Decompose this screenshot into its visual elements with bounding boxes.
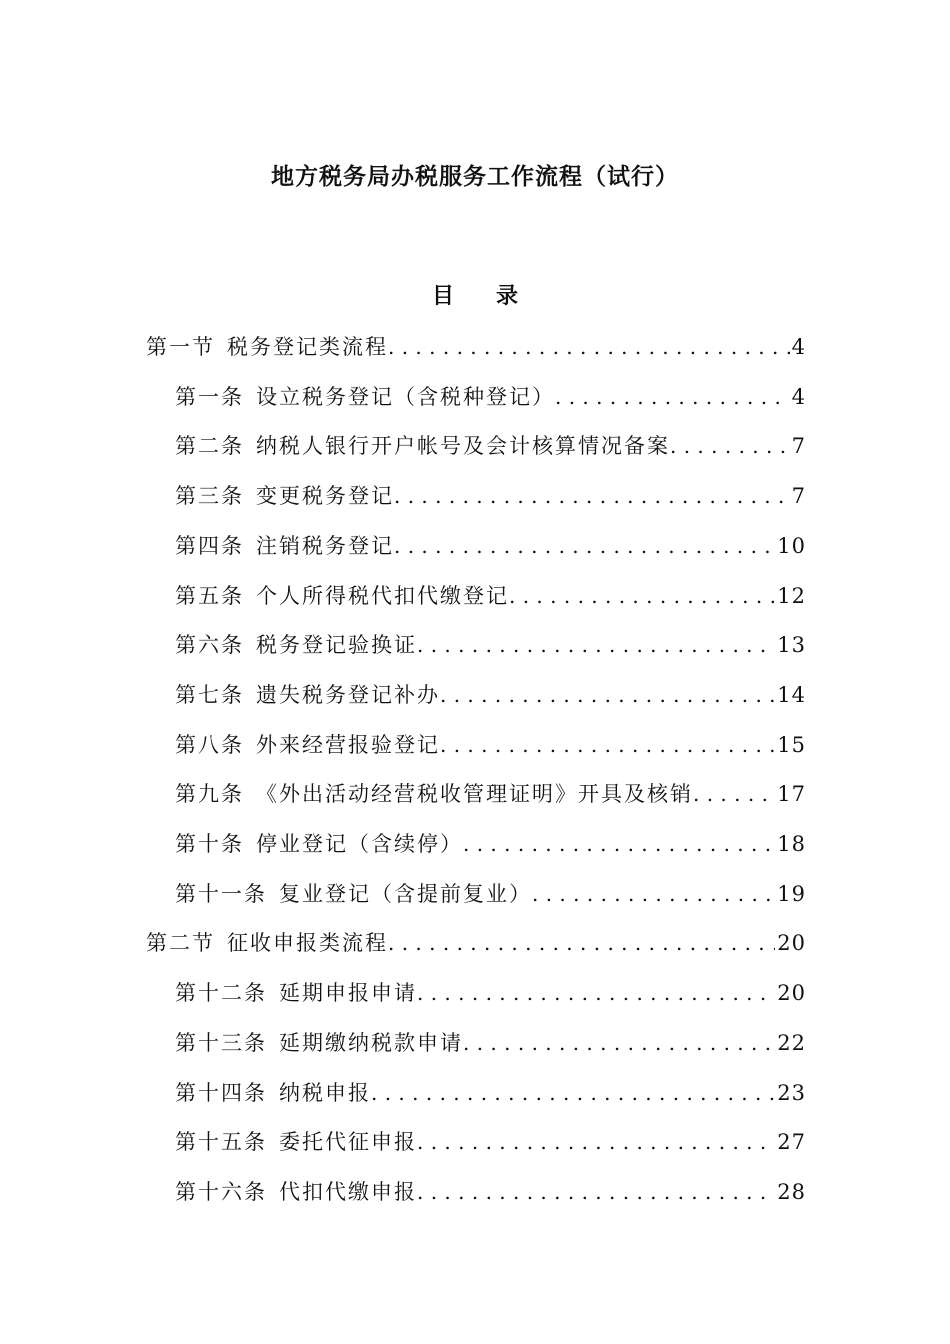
toc-dot-leader <box>463 831 775 857</box>
toc-entry-title <box>175 433 670 459</box>
toc-entry-number: 第一条 <box>175 384 244 409</box>
toc-entry-number: 第八条 <box>175 732 244 757</box>
toc-page-number: 4 <box>791 335 806 359</box>
toc-page-number: 18 <box>777 832 806 856</box>
toc-entry-number: 第十二条 <box>175 981 267 1006</box>
toc-entry[interactable] <box>175 1016 806 1056</box>
toc-entry[interactable] <box>175 1115 806 1155</box>
toc-entry-title <box>175 1129 417 1155</box>
toc-entry-label: 纳税申报 <box>279 1080 371 1105</box>
toc-page-number: 7 <box>791 484 806 509</box>
toc-entry[interactable] <box>175 867 806 907</box>
toc-entry-label: 征收申报类流程 <box>227 931 388 956</box>
toc-dot-leader <box>463 1030 775 1056</box>
toc-entry-label: 遗失税务登记补办 <box>256 682 440 707</box>
toc-entry-label: 税务登记验换证 <box>256 633 417 658</box>
toc-page-number: 23 <box>777 1080 806 1105</box>
toc-page-number: 13 <box>777 633 806 658</box>
document-title: 地方税务局办税服务工作流程（试行） <box>271 164 679 190</box>
toc-entry-label: 停业登记（含续停） <box>256 832 463 856</box>
toc-entry-title <box>175 831 463 857</box>
toc-dot-leader <box>693 781 775 807</box>
toc-dot-leader <box>388 930 775 956</box>
toc-dot-leader <box>670 433 790 459</box>
toc-dot-leader <box>532 881 775 907</box>
toc-entry[interactable] <box>175 1066 806 1106</box>
toc-page-number: 15 <box>777 732 806 757</box>
toc-entry-title <box>175 682 440 708</box>
toc-page-number: 12 <box>777 583 806 608</box>
toc-dot-leader <box>440 682 775 708</box>
toc-entry-number: 第一节 <box>146 335 215 359</box>
toc-dot-leader <box>417 1129 775 1155</box>
toc-entry-label: 变更税务登记 <box>256 484 394 509</box>
toc-entry-label: 税务登记类流程 <box>227 335 388 359</box>
toc-page-number: 22 <box>777 1030 806 1055</box>
toc-page-number: 10 <box>777 533 806 558</box>
toc-entry[interactable] <box>175 469 806 509</box>
toc-entry-title <box>175 384 555 410</box>
toc-entry-title <box>175 533 394 559</box>
toc-entry-title <box>175 1080 371 1106</box>
toc-dot-leader <box>509 583 775 609</box>
toc-entry-number: 第四条 <box>175 533 244 558</box>
toc-entry-title <box>175 483 394 509</box>
toc-entry[interactable] <box>175 618 806 658</box>
toc-page-number: 19 <box>777 881 806 906</box>
toc-entry-title <box>175 1179 417 1205</box>
toc-page-number: 7 <box>791 434 806 459</box>
toc-entry-title <box>146 334 388 360</box>
toc-entry-label: 外来经营报验登记 <box>256 732 440 757</box>
toc-dot-leader <box>394 533 775 559</box>
toc-entry[interactable] <box>175 419 806 459</box>
toc-entry-number: 第六条 <box>175 633 244 658</box>
toc-dot-leader <box>394 483 790 509</box>
toc-entry-label: 设立税务登记（含税种登记） <box>256 384 555 409</box>
toc-page-number: 17 <box>777 782 806 807</box>
toc-page-number: 20 <box>777 981 806 1006</box>
toc-entry[interactable] <box>175 1165 806 1205</box>
toc-entry-number: 第七条 <box>175 682 244 707</box>
toc-entry-number: 第十条 <box>175 832 244 856</box>
toc-entry-label: 《外出活动经营税收管理证明》开具及核销 <box>256 782 693 807</box>
toc-entry-label: 纳税人银行开户帐号及会计核算情况备案 <box>256 434 670 459</box>
toc-entry-title <box>175 781 693 807</box>
toc-page-number: 20 <box>777 931 806 956</box>
toc-entry-title <box>146 930 388 956</box>
toc-entry[interactable] <box>146 916 806 956</box>
toc-entry-number: 第三条 <box>175 484 244 509</box>
toc-entry-number: 第九条 <box>175 782 244 807</box>
toc-entry[interactable] <box>175 519 806 559</box>
toc-entry-label: 代扣代缴申报 <box>279 1179 417 1204</box>
toc-dot-leader <box>371 1080 775 1106</box>
toc-heading-char-1: 目 <box>431 284 454 309</box>
toc-entry-label: 个人所得税代扣代缴登记 <box>256 583 509 608</box>
toc-entry-label: 注销税务登记 <box>256 533 394 558</box>
toc-dot-leader <box>417 980 775 1006</box>
toc-entry-label: 延期缴纳税款申请 <box>279 1030 463 1055</box>
toc-page-number: 28 <box>777 1179 806 1204</box>
toc-entry[interactable] <box>146 320 806 360</box>
toc-entry-number: 第十六条 <box>175 1179 267 1204</box>
toc-entry-label: 复业登记（含提前复业） <box>279 881 532 906</box>
toc-entry-number: 第十五条 <box>175 1130 267 1155</box>
toc-entry-title <box>175 881 532 907</box>
toc-entry[interactable] <box>175 370 806 410</box>
toc-entry-number: 第十一条 <box>175 881 267 906</box>
toc-entry-number: 第五条 <box>175 583 244 608</box>
toc-entry[interactable] <box>175 668 806 708</box>
toc-entry[interactable] <box>175 767 806 807</box>
toc-dot-leader <box>388 334 790 360</box>
toc-entry[interactable] <box>175 966 806 1006</box>
toc-page-number: 14 <box>777 682 806 707</box>
toc-heading <box>0 279 950 310</box>
toc-entry-title <box>175 583 509 609</box>
toc-page-number: 27 <box>777 1130 806 1155</box>
toc-page-number: 4 <box>791 384 806 409</box>
toc-heading-char-2: 录 <box>496 284 519 309</box>
toc-entry[interactable] <box>175 718 806 758</box>
toc-entry[interactable] <box>175 569 806 609</box>
toc-entry-label: 延期申报申请 <box>279 981 417 1006</box>
toc-entry-number: 第十三条 <box>175 1030 267 1055</box>
toc-dot-leader <box>417 632 775 658</box>
toc-entry-number: 第十四条 <box>175 1080 267 1105</box>
toc-entry-title <box>175 732 440 758</box>
toc-entry-label: 委托代征申报 <box>279 1130 417 1155</box>
toc-entry-number: 第二节 <box>146 931 215 956</box>
toc-entry-title <box>175 1030 463 1056</box>
toc-entry-title <box>175 632 417 658</box>
toc-dot-leader <box>440 732 775 758</box>
toc-dot-leader <box>555 384 790 410</box>
toc-dot-leader <box>417 1179 775 1205</box>
toc-entry-title <box>175 980 417 1006</box>
toc-entry[interactable] <box>175 817 806 857</box>
toc-entry-number: 第二条 <box>175 434 244 459</box>
